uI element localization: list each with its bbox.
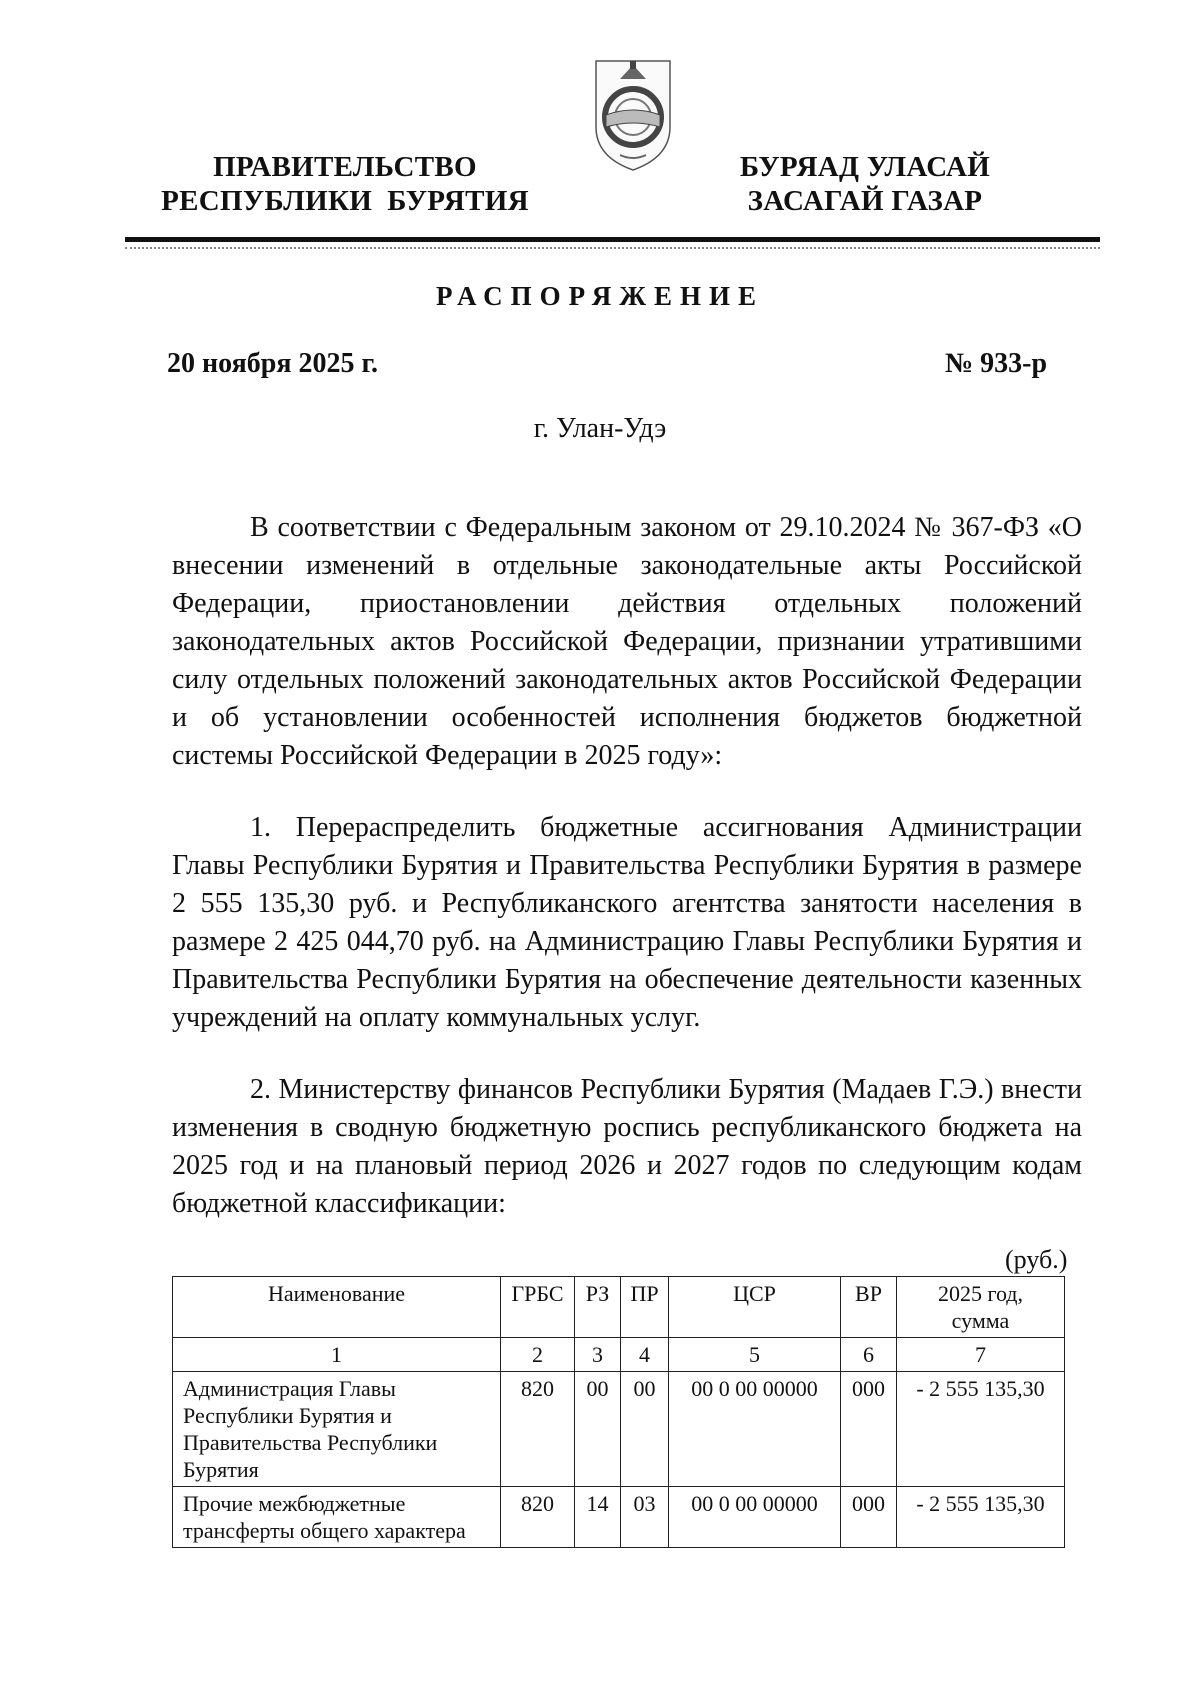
table-header-cell: ЦСР bbox=[669, 1277, 841, 1338]
table-cell-pr: 00 bbox=[621, 1372, 669, 1487]
document-title: РАСПОРЯЖЕНИЕ bbox=[435, 281, 765, 311]
table-number-cell: 1 bbox=[173, 1338, 501, 1372]
intro-paragraph: В соответствии с Федеральным законом от 29.10.2024 № 367-ФЗ «О внесении изменений в отдельные законодательные акты Российской Федерации, приостановлении действия отдельных положений законодательных актов Российской Федерации, признании утратившими силу отдельных положений законодательных актов Российской Федерации и об установлении особенностей исполнения бюджетов бюджетной системы Российской Федерации в 2025 году»: bbox=[172, 512, 1082, 771]
table-cell-pr: 03 bbox=[621, 1487, 669, 1548]
table-cell-amount: - 2 555 135,30 bbox=[897, 1487, 1065, 1548]
document-city: г. Улан-Удэ bbox=[533, 413, 667, 444]
government-name-bua-line2: ЗАСАГАЙ ГАЗАР bbox=[747, 185, 983, 217]
government-name-bua-line1: БУРЯАД УЛАСАЙ bbox=[739, 151, 991, 183]
table-number-cell: 4 bbox=[621, 1338, 669, 1372]
table-header-cell: 2025 год, сумма bbox=[897, 1277, 1065, 1338]
table-cell-grbs: 820 bbox=[501, 1372, 575, 1487]
document-number: № 933-р bbox=[945, 348, 1048, 379]
government-name-ru-line2: РЕСПУБЛИКИ БУРЯТИЯ bbox=[161, 185, 529, 217]
table-cell-grbs: 820 bbox=[501, 1487, 575, 1548]
table-unit: (руб.) bbox=[1005, 1245, 1068, 1274]
table-cell-name: Администрация Главы Республики Бурятия и Правительства Республики Бурятия bbox=[173, 1372, 501, 1487]
table-number-row bbox=[173, 1338, 1065, 1372]
table-header-cell: ВР bbox=[841, 1277, 897, 1338]
table-header-cell: Наименование bbox=[173, 1277, 501, 1338]
table-cell-csr: 00 0 00 00000 bbox=[669, 1487, 841, 1548]
table-number-cell: 7 bbox=[897, 1338, 1065, 1372]
government-name-ru bbox=[150, 150, 540, 218]
table-cell-rz: 14 bbox=[575, 1487, 621, 1548]
table-number-cell: 5 bbox=[669, 1338, 841, 1372]
table-row bbox=[173, 1487, 1065, 1548]
table-number-cell: 2 bbox=[501, 1338, 575, 1372]
coat-of-arms-icon bbox=[590, 57, 676, 173]
table-cell-csr: 00 0 00 00000 bbox=[669, 1372, 841, 1487]
table-header-cell: ГРБС bbox=[501, 1277, 575, 1338]
budget-table bbox=[172, 1276, 1065, 1548]
item-1-paragraph: 1. Перераспределить бюджетные ассигнования Администрации Главы Республики Бурятия и Правительства Республики Бурятия в размере 2 555 135,30 руб. и Республиканского агентства занятости населения в размере 2 425 044,70 руб. на Администрацию Главы Республики Бурятия и Правительства Республики Бурятия на обеспечение деятельности казенных учреждений на оплату коммунальных услуг. bbox=[172, 812, 1082, 1033]
header-divider bbox=[125, 237, 1100, 242]
table-cell-rz: 00 bbox=[575, 1372, 621, 1487]
table-header-row bbox=[173, 1277, 1065, 1338]
table-cell-name: Прочие межбюджетные трансферты общего характера bbox=[173, 1487, 501, 1548]
document-body bbox=[172, 509, 1082, 1223]
table-row bbox=[173, 1372, 1065, 1487]
government-name-ru-line1: ПРАВИТЕЛЬСТВО bbox=[213, 151, 477, 183]
table-cell-amount: - 2 555 135,30 bbox=[897, 1372, 1065, 1487]
document-date: 20 ноября 2025 г. bbox=[167, 348, 379, 379]
table-number-cell: 3 bbox=[575, 1338, 621, 1372]
table-cell-vr: 000 bbox=[841, 1487, 897, 1548]
government-name-bua bbox=[700, 150, 1030, 218]
table-cell-vr: 000 bbox=[841, 1372, 897, 1487]
header-divider-dotted bbox=[125, 247, 1100, 249]
table-number-cell: 6 bbox=[841, 1338, 897, 1372]
item-2-paragraph: 2. Министерству финансов Республики Бурятия (Мадаев Г.Э.) внести изменения в сводную бюджетную роспись республиканского бюджета на 2025 год и на плановый период 2026 и 2027 годов по следующим кодам бюджетной классификации: bbox=[172, 1074, 1082, 1219]
table-header-cell: РЗ bbox=[575, 1277, 621, 1338]
table-header-cell: ПР bbox=[621, 1277, 669, 1338]
